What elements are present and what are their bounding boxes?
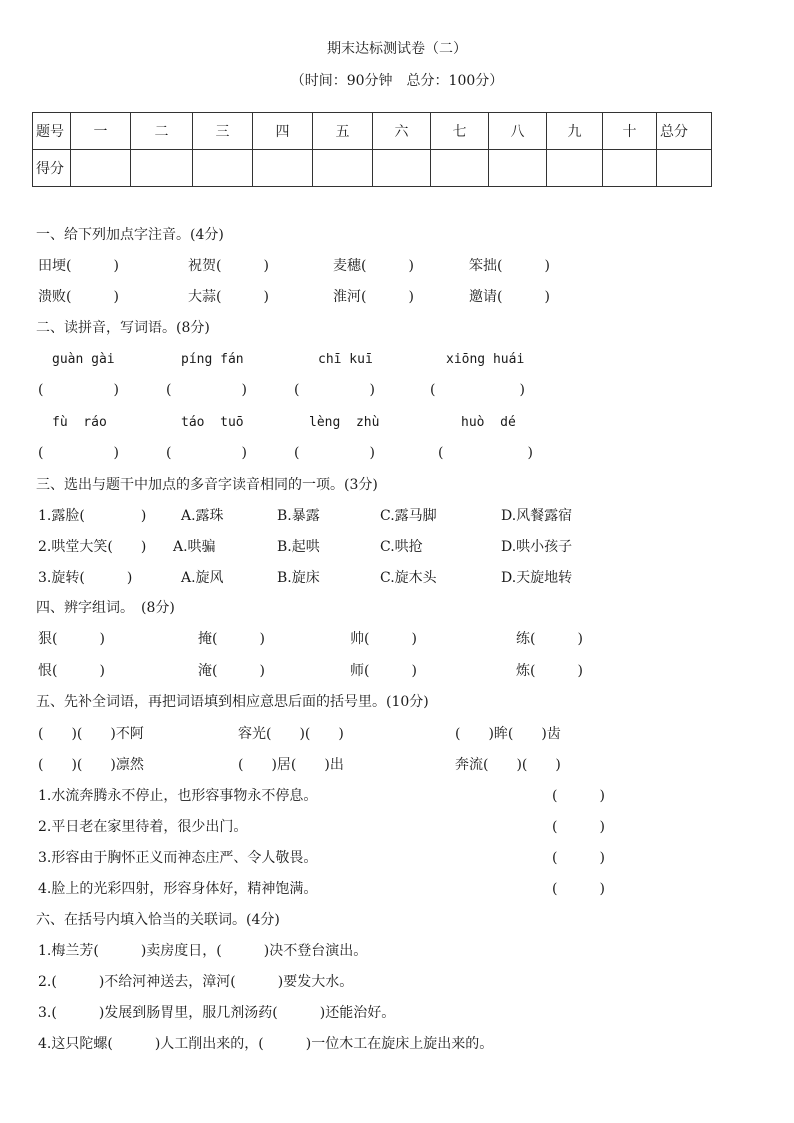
score-header-cell: 四 <box>253 113 313 150</box>
meaning-item: 4.脸上的光彩四射，形容身体好，精神饱满。 <box>38 881 318 897</box>
option-c[interactable]: C.旋木头 <box>380 570 437 586</box>
pinyin-prompt: fù ráo <box>52 415 107 430</box>
score-header-cell: 一 <box>71 113 131 150</box>
answer-blank[interactable]: ( ) <box>38 382 119 398</box>
score-cell[interactable] <box>313 150 373 187</box>
section1-heading: 一、给下列加点字注音。(4分) <box>36 227 224 243</box>
option-b[interactable]: B.旋床 <box>277 570 320 586</box>
word-pair-item: 练( ) <box>516 631 583 647</box>
answer-blank[interactable]: ( ) <box>38 445 119 461</box>
idiom-blank: 容光( )( ) <box>238 726 344 742</box>
score-cell[interactable] <box>657 150 712 187</box>
section3-heading: 三、选出与题干中加点的多音字读音相同的一项。(3分) <box>36 477 378 493</box>
section1-item: 笨拙( ) <box>469 258 550 274</box>
idiom-blank: 奔流( )( ) <box>455 757 561 773</box>
word-pair-item: 淹( ) <box>198 663 265 679</box>
word-pair-item: 师( ) <box>350 663 417 679</box>
option-a[interactable]: A.露珠 <box>181 508 224 524</box>
score-header-cell: 八 <box>489 113 547 150</box>
pinyin-prompt: guàn gài <box>52 352 115 367</box>
idiom-blank: ( )( )不阿 <box>38 726 144 742</box>
pinyin-prompt: xiōng huái <box>446 352 525 367</box>
question-stem: 3.旋转( ) <box>38 570 133 586</box>
answer-blank[interactable]: ( ) <box>294 445 375 461</box>
option-d[interactable]: D.天旋地转 <box>501 570 573 586</box>
word-pair-item: 恨( ) <box>38 663 105 679</box>
option-a[interactable]: A.哄骗 <box>173 539 216 555</box>
meaning-item: 1.水流奔腾永不停止，也形容事物永不停息。 <box>38 788 318 804</box>
answer-blank[interactable]: ( ) <box>294 382 375 398</box>
meaning-item: 2.平日老在家里待着，很少出门。 <box>38 819 248 835</box>
score-header-cell: 十 <box>603 113 657 150</box>
pinyin-prompt: píng fán <box>181 352 244 367</box>
meaning-item: 3.形容由于胸怀正义而神态庄严、令人敬畏。 <box>38 850 318 866</box>
word-pair-item: 帅( ) <box>350 631 417 647</box>
score-table <box>32 112 712 187</box>
conjunction-item: 2.( )不给河神送去，漳河( )要发大水。 <box>38 974 354 990</box>
section1-item: 溃败( ) <box>38 289 119 305</box>
answer-blank[interactable]: ( ) <box>552 850 605 866</box>
answer-blank[interactable]: ( ) <box>552 788 605 804</box>
answer-blank[interactable]: ( ) <box>430 382 525 398</box>
score-cell[interactable] <box>193 150 253 187</box>
option-b[interactable]: B.暴露 <box>277 508 320 524</box>
score-header-cell: 三 <box>193 113 253 150</box>
option-c[interactable]: C.哄抢 <box>380 539 423 555</box>
conjunction-item: 1.梅兰芳( )卖房度日，( )决不登台演出。 <box>38 943 368 959</box>
score-table-header-row <box>33 113 712 150</box>
option-d[interactable]: D.哄小孩子 <box>501 539 573 555</box>
score-header-cell: 五 <box>313 113 373 150</box>
conjunction-item: 4.这只陀螺( )人工削出来的，( )一位木工在旋床上旋出来的。 <box>38 1036 494 1052</box>
score-cell[interactable] <box>489 150 547 187</box>
section1-item: 大蒜( ) <box>188 289 269 305</box>
word-pair-item: 狠( ) <box>38 631 105 647</box>
word-pair-item: 炼( ) <box>516 663 583 679</box>
score-cell[interactable] <box>547 150 603 187</box>
section5-heading: 五、先补全词语，再把词语填到相应意思后面的括号里。(10分) <box>36 694 429 710</box>
answer-blank[interactable]: ( ) <box>552 819 605 835</box>
score-header-cell: 二 <box>131 113 193 150</box>
section1-item: 邀请( ) <box>469 289 550 305</box>
question-stem: 1.露脸( ) <box>38 508 147 524</box>
score-cell[interactable] <box>131 150 193 187</box>
idiom-blank: ( )眸( )齿 <box>455 726 561 742</box>
option-a[interactable]: A.旋风 <box>181 570 224 586</box>
section1-item: 淮河( ) <box>333 289 414 305</box>
score-cell[interactable] <box>253 150 313 187</box>
score-header-cell: 总分 <box>657 113 712 150</box>
answer-blank[interactable]: ( ) <box>552 881 605 897</box>
option-c[interactable]: C.露马脚 <box>380 508 437 524</box>
word-pair-item: 掩( ) <box>198 631 265 647</box>
pinyin-prompt: táo tuō <box>181 415 244 430</box>
score-cell[interactable] <box>431 150 489 187</box>
answer-blank[interactable]: ( ) <box>166 382 247 398</box>
option-d[interactable]: D.风餐露宿 <box>501 508 573 524</box>
section6-heading: 六、在括号内填入恰当的关联词。(4分) <box>36 912 280 928</box>
pinyin-prompt: lèng zhù <box>309 415 380 430</box>
score-cell[interactable] <box>71 150 131 187</box>
score-cell[interactable] <box>373 150 431 187</box>
conjunction-item: 3.( )发展到肠胃里，服几剂汤药( )还能治好。 <box>38 1005 396 1021</box>
answer-blank[interactable]: ( ) <box>166 445 247 461</box>
section1-item: 田埂( ) <box>38 258 119 274</box>
answer-blank[interactable]: ( ) <box>438 445 533 461</box>
section4-heading: 四、辨字组词。 (8分) <box>36 600 175 616</box>
section2-heading: 二、读拼音，写词语。(8分) <box>36 320 210 336</box>
score-header-cell: 题号 <box>33 113 71 150</box>
question-stem: 2.哄堂大笑( ) <box>38 539 147 555</box>
score-row-label: 得分 <box>33 150 71 187</box>
score-header-cell: 六 <box>373 113 431 150</box>
section1-item: 祝贺( ) <box>188 258 269 274</box>
score-cell[interactable] <box>603 150 657 187</box>
idiom-blank: ( )( )凛然 <box>38 757 144 773</box>
pinyin-prompt: huò dé <box>461 415 516 430</box>
pinyin-prompt: chī kuī <box>318 352 373 367</box>
score-header-cell: 七 <box>431 113 489 150</box>
section1-item: 麦穗( ) <box>333 258 414 274</box>
score-header-cell: 九 <box>547 113 603 150</box>
exam-title: 期末达标测试卷（二） <box>327 41 467 57</box>
exam-subtitle: （时间：90分钟 总分：100分） <box>290 73 504 89</box>
option-b[interactable]: B.起哄 <box>277 539 320 555</box>
score-table-score-row <box>33 150 712 187</box>
idiom-blank: ( )居( )出 <box>238 757 344 773</box>
